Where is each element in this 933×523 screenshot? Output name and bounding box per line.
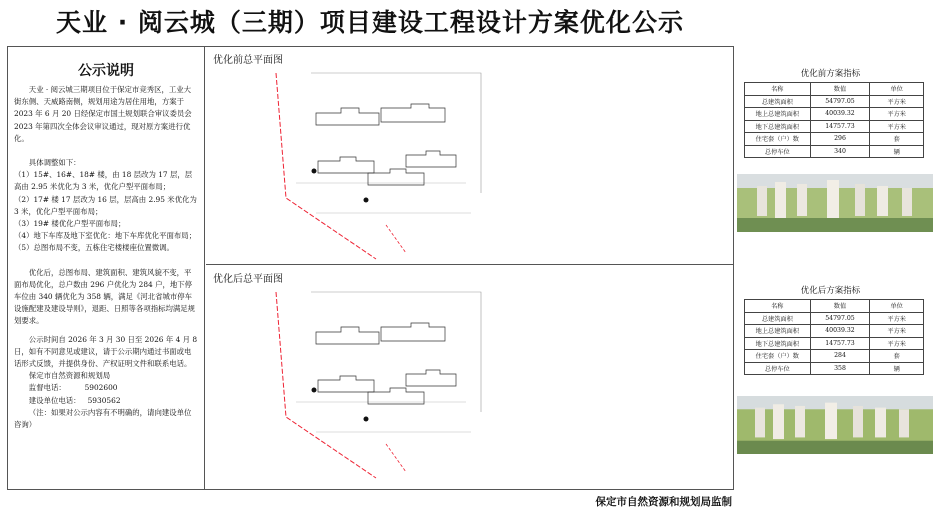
table-cell: 平方米 [870, 337, 924, 350]
table-cell: 套 [870, 133, 924, 146]
after-stats-title: 优化后方案指标 [800, 286, 861, 296]
notice-column [8, 47, 205, 489]
after-site-plan-image [256, 292, 491, 478]
table-cell: 40039.32 [810, 325, 870, 338]
table-cell: 40039.32 [810, 108, 870, 121]
table-cell: 54797.05 [810, 312, 870, 325]
table-cell: 住宅套（户）数 [745, 350, 811, 363]
adjust-item: （1）15#、16#、18# 楼，由 18 层改为 17 层，层高由 2.95 米优化为 3 米，优化户型平面布局； [14, 170, 193, 192]
after-aerial-render [737, 396, 933, 454]
header-cell: 名称 [745, 300, 811, 313]
adjust-item: （5）总图布局不变，五栋住宅楼楼座位置微调。 [14, 243, 174, 253]
table-row [745, 133, 924, 146]
adjust-item: （4）地下车库及地下室优化：地下车库优化平面布局； [14, 231, 197, 241]
table-cell: 套 [870, 350, 924, 363]
developer-label: 建设单位电话： [28, 395, 81, 405]
after-stats-table [744, 299, 924, 375]
header-cell: 名称 [745, 83, 811, 96]
table-cell: 358 [810, 362, 870, 375]
table-cell: 地上总建筑面积 [745, 325, 811, 338]
table-row [745, 325, 924, 338]
notice-summary: 优化后，总图布局、建筑面积、建筑风貌不变，平面布局优化，总户数由 296 户优化为 284 户，地下停车位由 340 辆优化为 358 辆，满足《河北省城市停车设施配建及建设导则》，退距、日照等各项指标均满足规划要求。 [14, 267, 196, 326]
table-cell: 平方米 [870, 312, 924, 325]
notice-org: 保定市自然资源和规划局 [28, 371, 111, 381]
header-cell: 单位 [870, 300, 924, 313]
after-plan-title: 优化后总平面图 [213, 274, 283, 285]
table-cell: 平方米 [870, 120, 924, 133]
table-header-row [745, 83, 924, 96]
supervise-label: 监督电话： [28, 383, 66, 393]
table-row [745, 108, 924, 121]
table-cell: 14757.73 [810, 120, 870, 133]
table-header-row [745, 300, 924, 313]
table-row [745, 120, 924, 133]
page-title: 天业 · 阅云城（三期）项目建设工程设计方案优化公示 [56, 8, 684, 37]
table-cell: 总停车位 [745, 145, 811, 158]
table-cell: 340 [810, 145, 870, 158]
table-row [745, 337, 924, 350]
supervise-phone: 5902600 [84, 383, 118, 393]
table-row [745, 95, 924, 108]
header-cell: 数值 [810, 83, 870, 96]
table-cell: 辆 [870, 362, 924, 375]
table-cell: 地上总建筑面积 [745, 108, 811, 121]
table-cell: 296 [810, 133, 870, 146]
notice-heading: 公示说明 [78, 63, 134, 79]
table-cell: 54797.05 [810, 95, 870, 108]
after-panel [206, 266, 906, 490]
table-cell: 总停车位 [745, 362, 811, 375]
table-cell: 平方米 [870, 95, 924, 108]
adjust-item: （2）17# 楼 17 层改为 16 层，层高由 2.95 米优化为 3 米，优化户型平面布局； [14, 194, 197, 216]
table-row [745, 312, 924, 325]
table-cell: 平方米 [870, 108, 924, 121]
footer-credit: 保定市自然资源和规划局监制 [595, 496, 732, 508]
before-aerial-render [737, 174, 933, 232]
table-cell: 284 [810, 350, 870, 363]
table-cell: 平方米 [870, 325, 924, 338]
table-cell: 总建筑面积 [745, 312, 811, 325]
developer-phone-line [14, 395, 198, 407]
before-stats-table [744, 82, 924, 158]
supervise-phone-line [14, 382, 198, 394]
notice-note: （注：如果对公示内容有不明确的，请向建设单位咨询） [14, 407, 192, 430]
adjust-heading: 具体调整如下： [28, 158, 81, 168]
developer-phone: 5930562 [87, 395, 121, 405]
table-cell: 14757.73 [810, 337, 870, 350]
before-panel [206, 47, 906, 265]
before-plan-title: 优化前总平面图 [213, 55, 283, 66]
header-cell: 数值 [810, 300, 870, 313]
notice-intro: 天业 · 阅云城三期项目位于保定市竞秀区，工业大街东侧、天威路南侧，规划用途为居住用地，方案于 2023 年 6 月 20 日经保定市国土规划联合审议委员会 2023 年第四次全体会议审议通过，现对原方案进行优化。 [14, 85, 192, 143]
before-stats-title: 优化前方案指标 [800, 69, 861, 79]
table-row [745, 145, 924, 158]
header-cell: 单位 [870, 83, 924, 96]
table-cell: 总建筑面积 [745, 95, 811, 108]
before-site-plan-image [256, 73, 491, 259]
table-cell: 住宅套（户）数 [745, 133, 811, 146]
adjust-item: （3）19# 楼优化户型平面布局； [14, 219, 126, 229]
table-row [745, 350, 924, 363]
table-row [745, 362, 924, 375]
table-cell: 辆 [870, 145, 924, 158]
table-cell: 地下总建筑面积 [745, 337, 811, 350]
notice-period: 公示时间自 2026 年 3 月 30 日至 2026 年 4 月 8 日，如有不同意见或建议，请于公示期内通过书面或电话形式反馈，并提供身份、产权证明文件和联系电话。 [14, 334, 198, 369]
table-cell: 地下总建筑面积 [745, 120, 811, 133]
